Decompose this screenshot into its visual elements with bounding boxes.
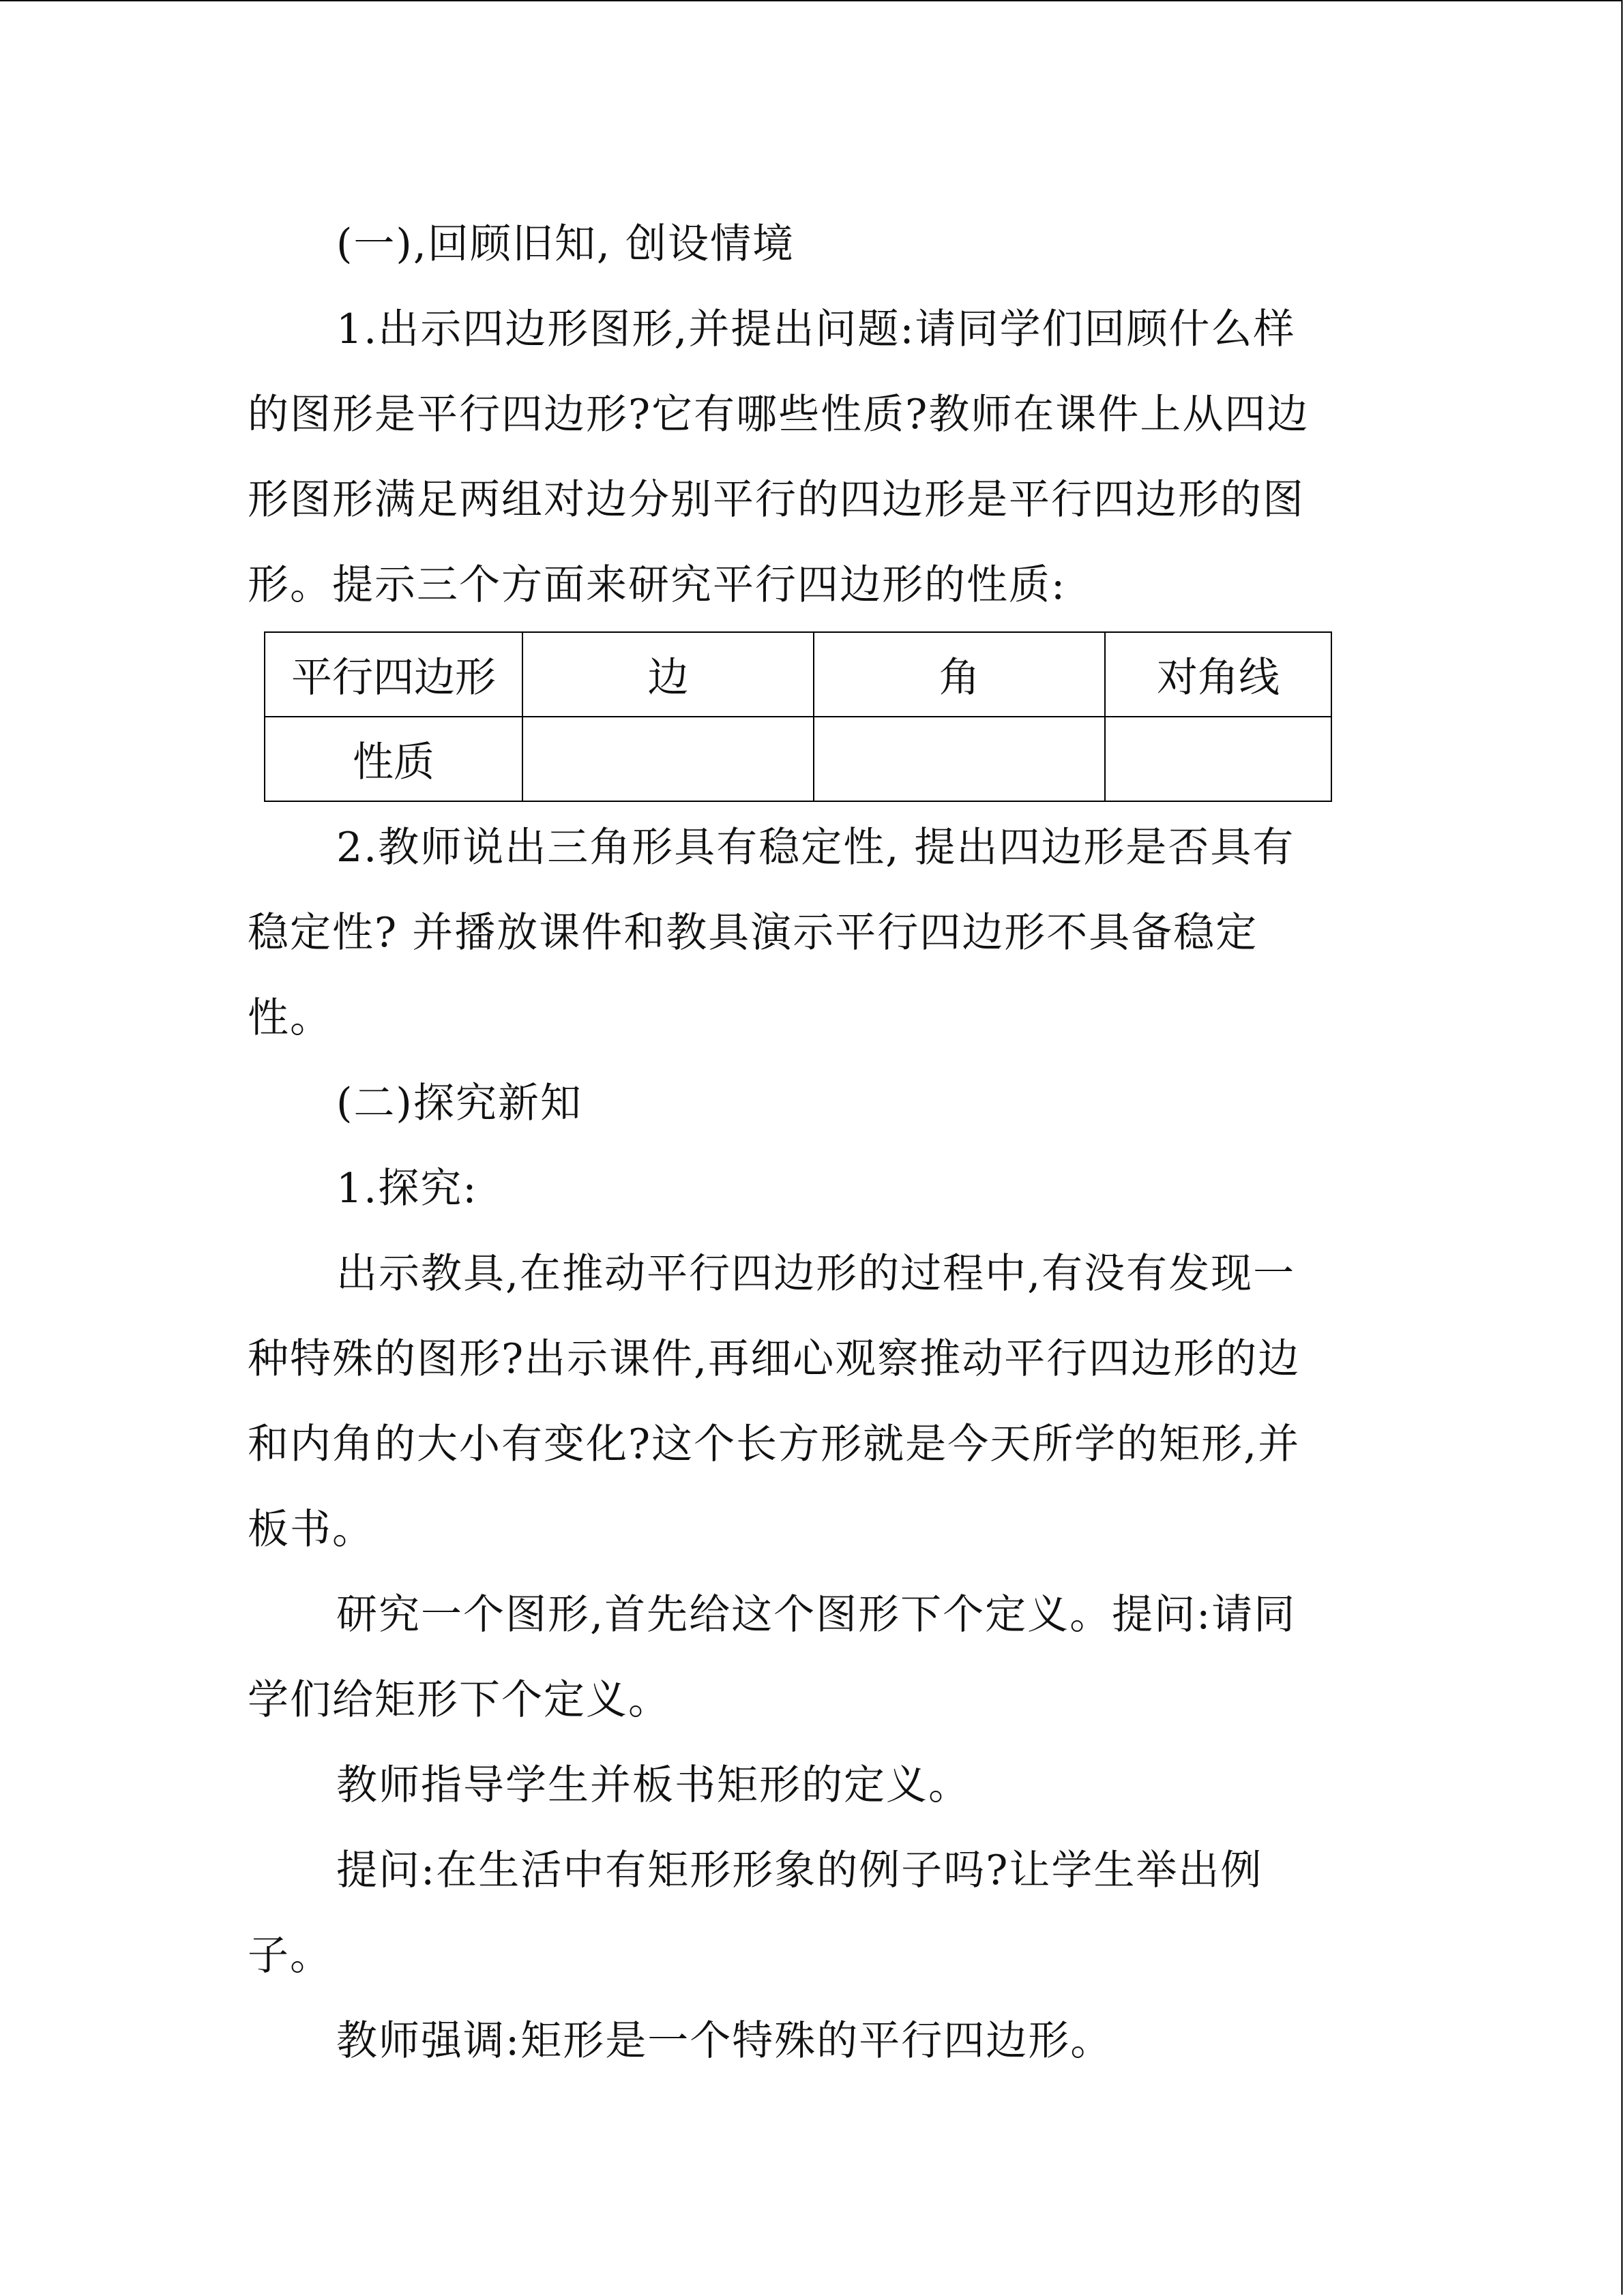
table-header-cell: 平行四边形	[265, 632, 522, 717]
document-body	[248, 202, 1335, 2084]
paragraph-line: 形。提示三个方面来研究平行四边形的性质:	[248, 561, 1067, 609]
section-heading-2: (二)探究新知	[336, 1079, 582, 1127]
paragraph-line: 学们给矩形下个定义。	[248, 1676, 670, 1724]
paragraph-line: 出示教具,在推动平行四边形的过程中,有没有发现一	[336, 1250, 1296, 1298]
paragraph-line: 提问:在生活中有矩形形象的例子吗?让学生举出例	[336, 1847, 1263, 1894]
paragraph-line: 教师指导学生并板书矩形的定义。	[336, 1761, 971, 1809]
paragraph-line: 教师强调:矩形是一个特殊的平行四边形。	[336, 2017, 1113, 2065]
paragraph-line: 的图形是平行四边形?它有哪些性质?教师在课件上从四边	[248, 391, 1310, 438]
table-row	[265, 717, 1331, 801]
section-heading-1: (一),回顾旧知, 创设情境	[336, 220, 795, 268]
table-cell	[522, 717, 814, 801]
paragraph-line: 和内角的大小有变化?这个长方形就是今天所学的矩形,并	[248, 1420, 1301, 1468]
sub-heading: 1.探究:	[336, 1165, 478, 1212]
paragraph-line: 种特殊的图形?出示课件,再细心观察推动平行四边形的边	[248, 1335, 1301, 1383]
table-header-cell: 角	[814, 632, 1105, 717]
paragraph-line: 1.出示四边形图形,并提出问题:请同学们回顾什么样	[336, 305, 1296, 353]
paragraph-line: 稳定性? 并播放课件和教具演示平行四边形不具备稳定	[248, 909, 1258, 957]
properties-table	[264, 631, 1332, 802]
table-header-cell: 对角线	[1105, 632, 1331, 717]
table-row-label: 性质	[265, 717, 522, 801]
paragraph-line: 形图形满足两组对边分别平行的四边形是平行四边形的图	[248, 476, 1305, 524]
paragraph-line: 2.教师说出三角形具有稳定性, 提出四边形是否具有	[336, 824, 1295, 871]
table-header-cell: 边	[522, 632, 814, 717]
paragraph-line: 研究一个图形,首先给这个图形下个定义。提问:请同	[336, 1591, 1297, 1639]
table-header-row	[265, 632, 1331, 717]
paragraph-line: 性。	[248, 994, 332, 1042]
table-cell	[814, 717, 1105, 801]
table-cell	[1105, 717, 1331, 801]
paragraph-line: 板书。	[248, 1506, 374, 1553]
paragraph-line: 子。	[248, 1932, 332, 1980]
